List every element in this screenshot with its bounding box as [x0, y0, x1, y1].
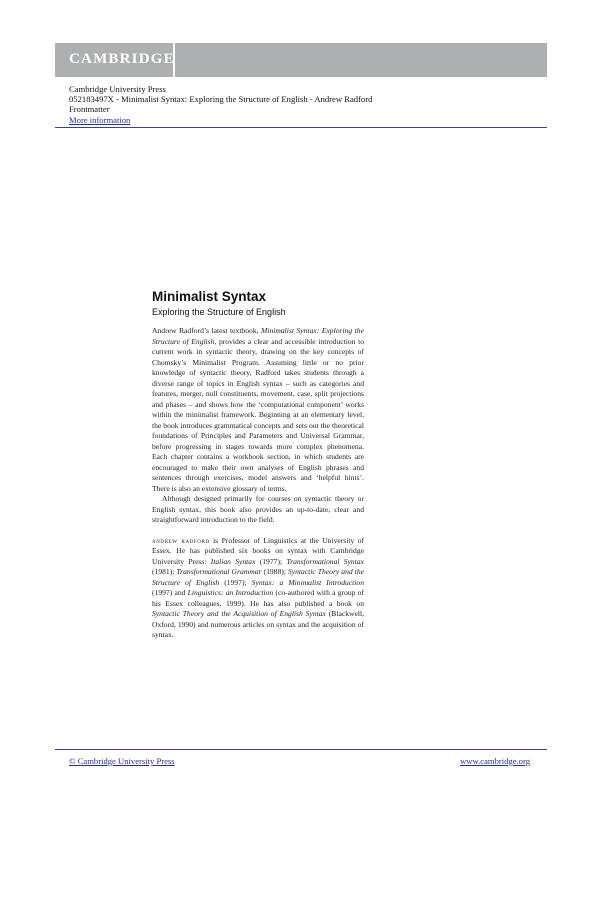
header-meta	[69, 84, 372, 125]
website-link[interactable]: www.cambridge.org	[460, 756, 530, 766]
book-ref: Linguistics: an Introduction	[187, 588, 274, 597]
more-information-link[interactable]: More information	[69, 114, 131, 125]
text-run: is Professor of Linguistics at the University of Essex. He has published six books on syntax with Cambridge University Press:	[152, 535, 364, 566]
book-ref: Syntactic Theory and the Structure of English	[152, 567, 364, 587]
book-ref: Transformational Grammar	[176, 567, 262, 576]
description-paragraph	[152, 326, 364, 494]
book-line: 052183497X - Minimalist Syntax: Exploring the Structure of English - Andrew Radford	[69, 94, 373, 105]
text-run: , provides a clear and accessible introduction to current work in syntactic theory, drawing on the key concepts of Chomsky’s Minimalist Program. Assuming little or no prior knowledge of syntactic theory, Radford takes students through a diverse range of topics in English syntax – such as categories and features, merger, null constituents, movement, case, split projections and phases – and shows how the ‘computational component’ works within the minimalist framework. Beginning at an elementary level, the book introduces grammatical concepts and sets out the theoretical foundations of Principles and Parameters and Universal Grammar, before progressing in stages towards more complex phenomena. Each chapter contains a workbook section, in which students are encouraged to make their own analyses of English phrases and sentences through exercises, model answers and ‘helpful hints’. There is also an extensive glossary of terms.	[152, 336, 364, 493]
logo-box	[55, 43, 175, 77]
text-run: (1997) and	[152, 588, 188, 597]
copyright-link[interactable]: © Cambridge University Press	[69, 756, 175, 766]
book-title-italic: Minimalist Syntax: Exploring the Structure of English	[152, 326, 364, 346]
press-name: Cambridge University Press	[69, 84, 166, 94]
header-divider	[55, 127, 547, 128]
text-run: (1988);	[261, 567, 288, 576]
book-title: Minimalist Syntax	[152, 289, 267, 304]
book-ref: Italian Syntax	[210, 556, 256, 566]
cambridge-logo: CAMBRIDGE	[69, 51, 175, 67]
book-subtitle: Exploring the Structure of English	[152, 307, 286, 317]
book-ref: Syntactic Theory and the Acquisition of English Syntax	[152, 609, 326, 618]
footer-divider	[55, 749, 547, 750]
publisher-banner	[55, 43, 547, 77]
author-name: andrew radford	[152, 535, 210, 545]
book-description	[152, 289, 364, 641]
author-bio	[152, 536, 364, 641]
text-run: (Blackwell, Oxford, 1990) and numerous articles on syntax and the acquisition of syntax.	[152, 609, 364, 639]
book-ref: Syntax: a Minimalist Introduction	[251, 577, 364, 587]
text-run: (1981);	[152, 567, 177, 576]
section-label: Frontmatter	[69, 104, 110, 115]
text-run: (co-authored with a group of his Essex colleagues, 1999). He has also published a book on	[152, 588, 364, 608]
book-ref: Transformational Syntax	[286, 556, 365, 566]
text-run: (1977);	[255, 556, 287, 566]
usage-paragraph: Although designed primarily for courses on syntactic theory or English syntax, this book also provides an up-to-date, clear and straightforward introduction to the field.	[152, 494, 364, 524]
text-run: Andrew Radford’s latest textbook,	[152, 326, 262, 335]
text-run: (1997);	[219, 577, 252, 587]
